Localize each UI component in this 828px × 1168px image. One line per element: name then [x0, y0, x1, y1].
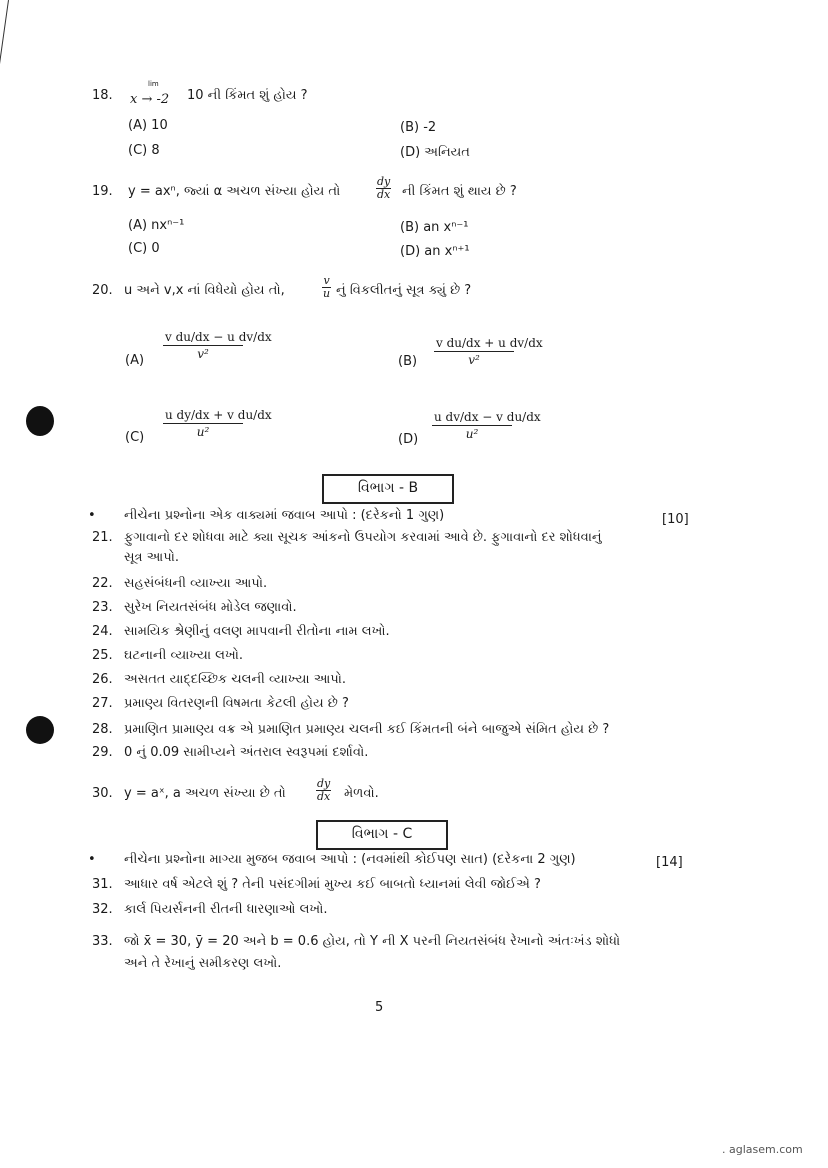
question-text: જો x̄ = 30, ȳ = 20 અને b = 0.6 હોય, તો Y ની X પરની નિયતસંબંધ રેખાનો અંતઃખંડ શોધો — [124, 934, 621, 949]
formula-numerator: v du/dx − u dv/dx — [165, 330, 272, 344]
option-b-label: (B) — [398, 354, 418, 369]
formula-denominator: u² — [196, 425, 210, 439]
option-d-label: (D) — [398, 432, 419, 447]
question-text: આધાર વર્ષ એટલે શું ? તેની પસંદગીમાં મુખ્ય કઈ બાબતો ધ્યાનમાં લેવી જોઈએ ? — [124, 877, 541, 892]
question-text: સામયિક શ્રેણીનું વલણ માપવાની રીતોના નામ લખો. — [124, 624, 390, 639]
option-d: (D) an xⁿ⁺¹ — [400, 244, 470, 259]
option-c-formula — [163, 408, 272, 439]
question-number: 30. — [92, 786, 113, 801]
fraction-denominator: dx — [377, 188, 391, 201]
limit-expression: x → -2 — [130, 92, 170, 107]
fraction-denominator: u — [323, 287, 331, 300]
section-b-heading: વિભાગ - B — [322, 474, 454, 504]
fraction-denominator: dx — [317, 790, 331, 803]
question-text: ફુગાવાનો દર શોધવા માટે ક્યા સૂચક આંકનો ઉપયોગ કરવામાં આવે છે. ફુગાવાનો દર શોધવાનું — [124, 530, 602, 545]
section-b-marks: [10] — [662, 512, 689, 527]
formula-numerator: u dv/dx − v du/dx — [434, 410, 541, 424]
question-text-continued: સૂત્ર આપો. — [124, 550, 180, 565]
question-number: 24. — [92, 624, 113, 639]
formula-denominator: v² — [197, 347, 209, 361]
option-c-label: (C) — [125, 430, 145, 445]
scan-edge-line — [0, 0, 9, 119]
option-c: (C) 8 — [128, 143, 160, 158]
question-number: 33. — [92, 934, 113, 949]
question-text: 0 નું 0.09 સામીપ્યને અંતરાલ સ્વરૂપમાં દર્શાવો. — [124, 745, 369, 760]
question-number: 21. — [92, 530, 113, 545]
question-text-post: મેળવો. — [344, 786, 379, 801]
option-a-label: (A) — [125, 353, 145, 368]
question-number: 23. — [92, 600, 113, 615]
question-number: 18. — [92, 88, 113, 103]
question-number: 31. — [92, 877, 113, 892]
question-text-pre: y = aˣ, a અચળ સંખ્યા છે તો — [124, 786, 286, 801]
question-number: 26. — [92, 672, 113, 687]
section-c-instruction: નીચેના પ્રશ્નોના માગ્યા મુજબ જવાબ આપો : (નવમાંથી કોઈપણ સાત) (દરેકના 2 ગુણ) — [124, 852, 576, 867]
question-number: 25. — [92, 648, 113, 663]
section-b-instruction: નીચેના પ્રશ્નોના એક વાક્યમાં જવાબ આપો : (દરેકનો 1 ગુણ) — [124, 508, 445, 523]
option-a-formula — [163, 330, 272, 361]
option-b: (B) -2 — [400, 120, 437, 135]
question-text: 10 ની કિંમત શું હોય ? — [187, 88, 308, 103]
question-number: 32. — [92, 902, 113, 917]
option-b-formula — [434, 336, 543, 367]
option-a: (A) 10 — [128, 118, 168, 133]
fraction-dy-dx — [376, 176, 391, 201]
page-number: 5 — [375, 1000, 384, 1015]
question-number: 28. — [92, 722, 113, 737]
question-text: પ્રમાણ્ય વિતરણની વિષમતા કેટલી હોય છે ? — [124, 696, 349, 711]
question-number: 29. — [92, 745, 113, 760]
question-number: 22. — [92, 576, 113, 591]
question-text: સહસંબંધની વ્યાખ્યા આપો. — [124, 576, 268, 591]
question-number: 20. — [92, 283, 113, 298]
question-text-pre: u અને v,x નાં વિધેયો હોય તો, — [124, 283, 285, 298]
option-d: (D) અનિયત — [400, 145, 470, 160]
watermark: . aglasem.com — [722, 1143, 803, 1156]
fraction-v-u — [322, 275, 331, 300]
question-text: અસતત યાદ્દચ્છિક ચલની વ્યાખ્યા આપો. — [124, 672, 347, 687]
option-a: (A) nxⁿ⁻¹ — [128, 218, 185, 233]
bullet: • — [88, 852, 96, 867]
fraction-numerator: dy — [377, 175, 391, 188]
limit-label: lim — [148, 80, 159, 88]
fraction-dy-dx — [316, 778, 331, 803]
question-text-post: ની કિંમત શું થાય છે ? — [402, 184, 517, 199]
option-c: (C) 0 — [128, 241, 160, 256]
fraction-numerator: dy — [317, 777, 331, 790]
fraction-numerator: v — [323, 274, 330, 287]
section-c-marks: [14] — [656, 855, 683, 870]
question-text: ઘટનાની વ્યાખ્યા લખો. — [124, 648, 244, 663]
question-number: 27. — [92, 696, 113, 711]
question-text-pre: y = axⁿ, જ્યાં α અચળ સંખ્યા હોય તો — [128, 184, 341, 199]
option-d-formula — [432, 410, 541, 441]
option-b: (B) an xⁿ⁻¹ — [400, 220, 469, 235]
question-text-continued: અને તે રેખાનું સમીકરણ લખો. — [124, 956, 282, 971]
section-c-heading: વિભાગ - C — [316, 820, 448, 850]
bullet: • — [88, 508, 96, 523]
question-text: સુરેખ નિયતસંબંધ મોડેલ જણાવો. — [124, 600, 297, 615]
formula-numerator: u dy/dx + v du/dx — [165, 408, 272, 422]
question-text: પ્રમાણિત પ્રામાણ્ય વક્ર એ પ્રમાણિત પ્રમાણ્ય ચલની કઈ કિંમતની બંને બાજુએ સંમિત હોય છે ? — [124, 722, 610, 737]
question-text: કાર્લ પિયર્સનની રીતની ધારણાઓ લખો. — [124, 902, 328, 917]
punch-hole-mark — [26, 716, 54, 744]
formula-denominator: u² — [465, 427, 479, 441]
question-text-post: નું વિકલીતનું સૂત્ર ક્યું છે ? — [336, 283, 472, 298]
formula-numerator: v du/dx + u dv/dx — [436, 336, 543, 350]
question-number: 19. — [92, 184, 113, 199]
punch-hole-mark — [26, 406, 54, 436]
formula-denominator: v² — [468, 353, 480, 367]
